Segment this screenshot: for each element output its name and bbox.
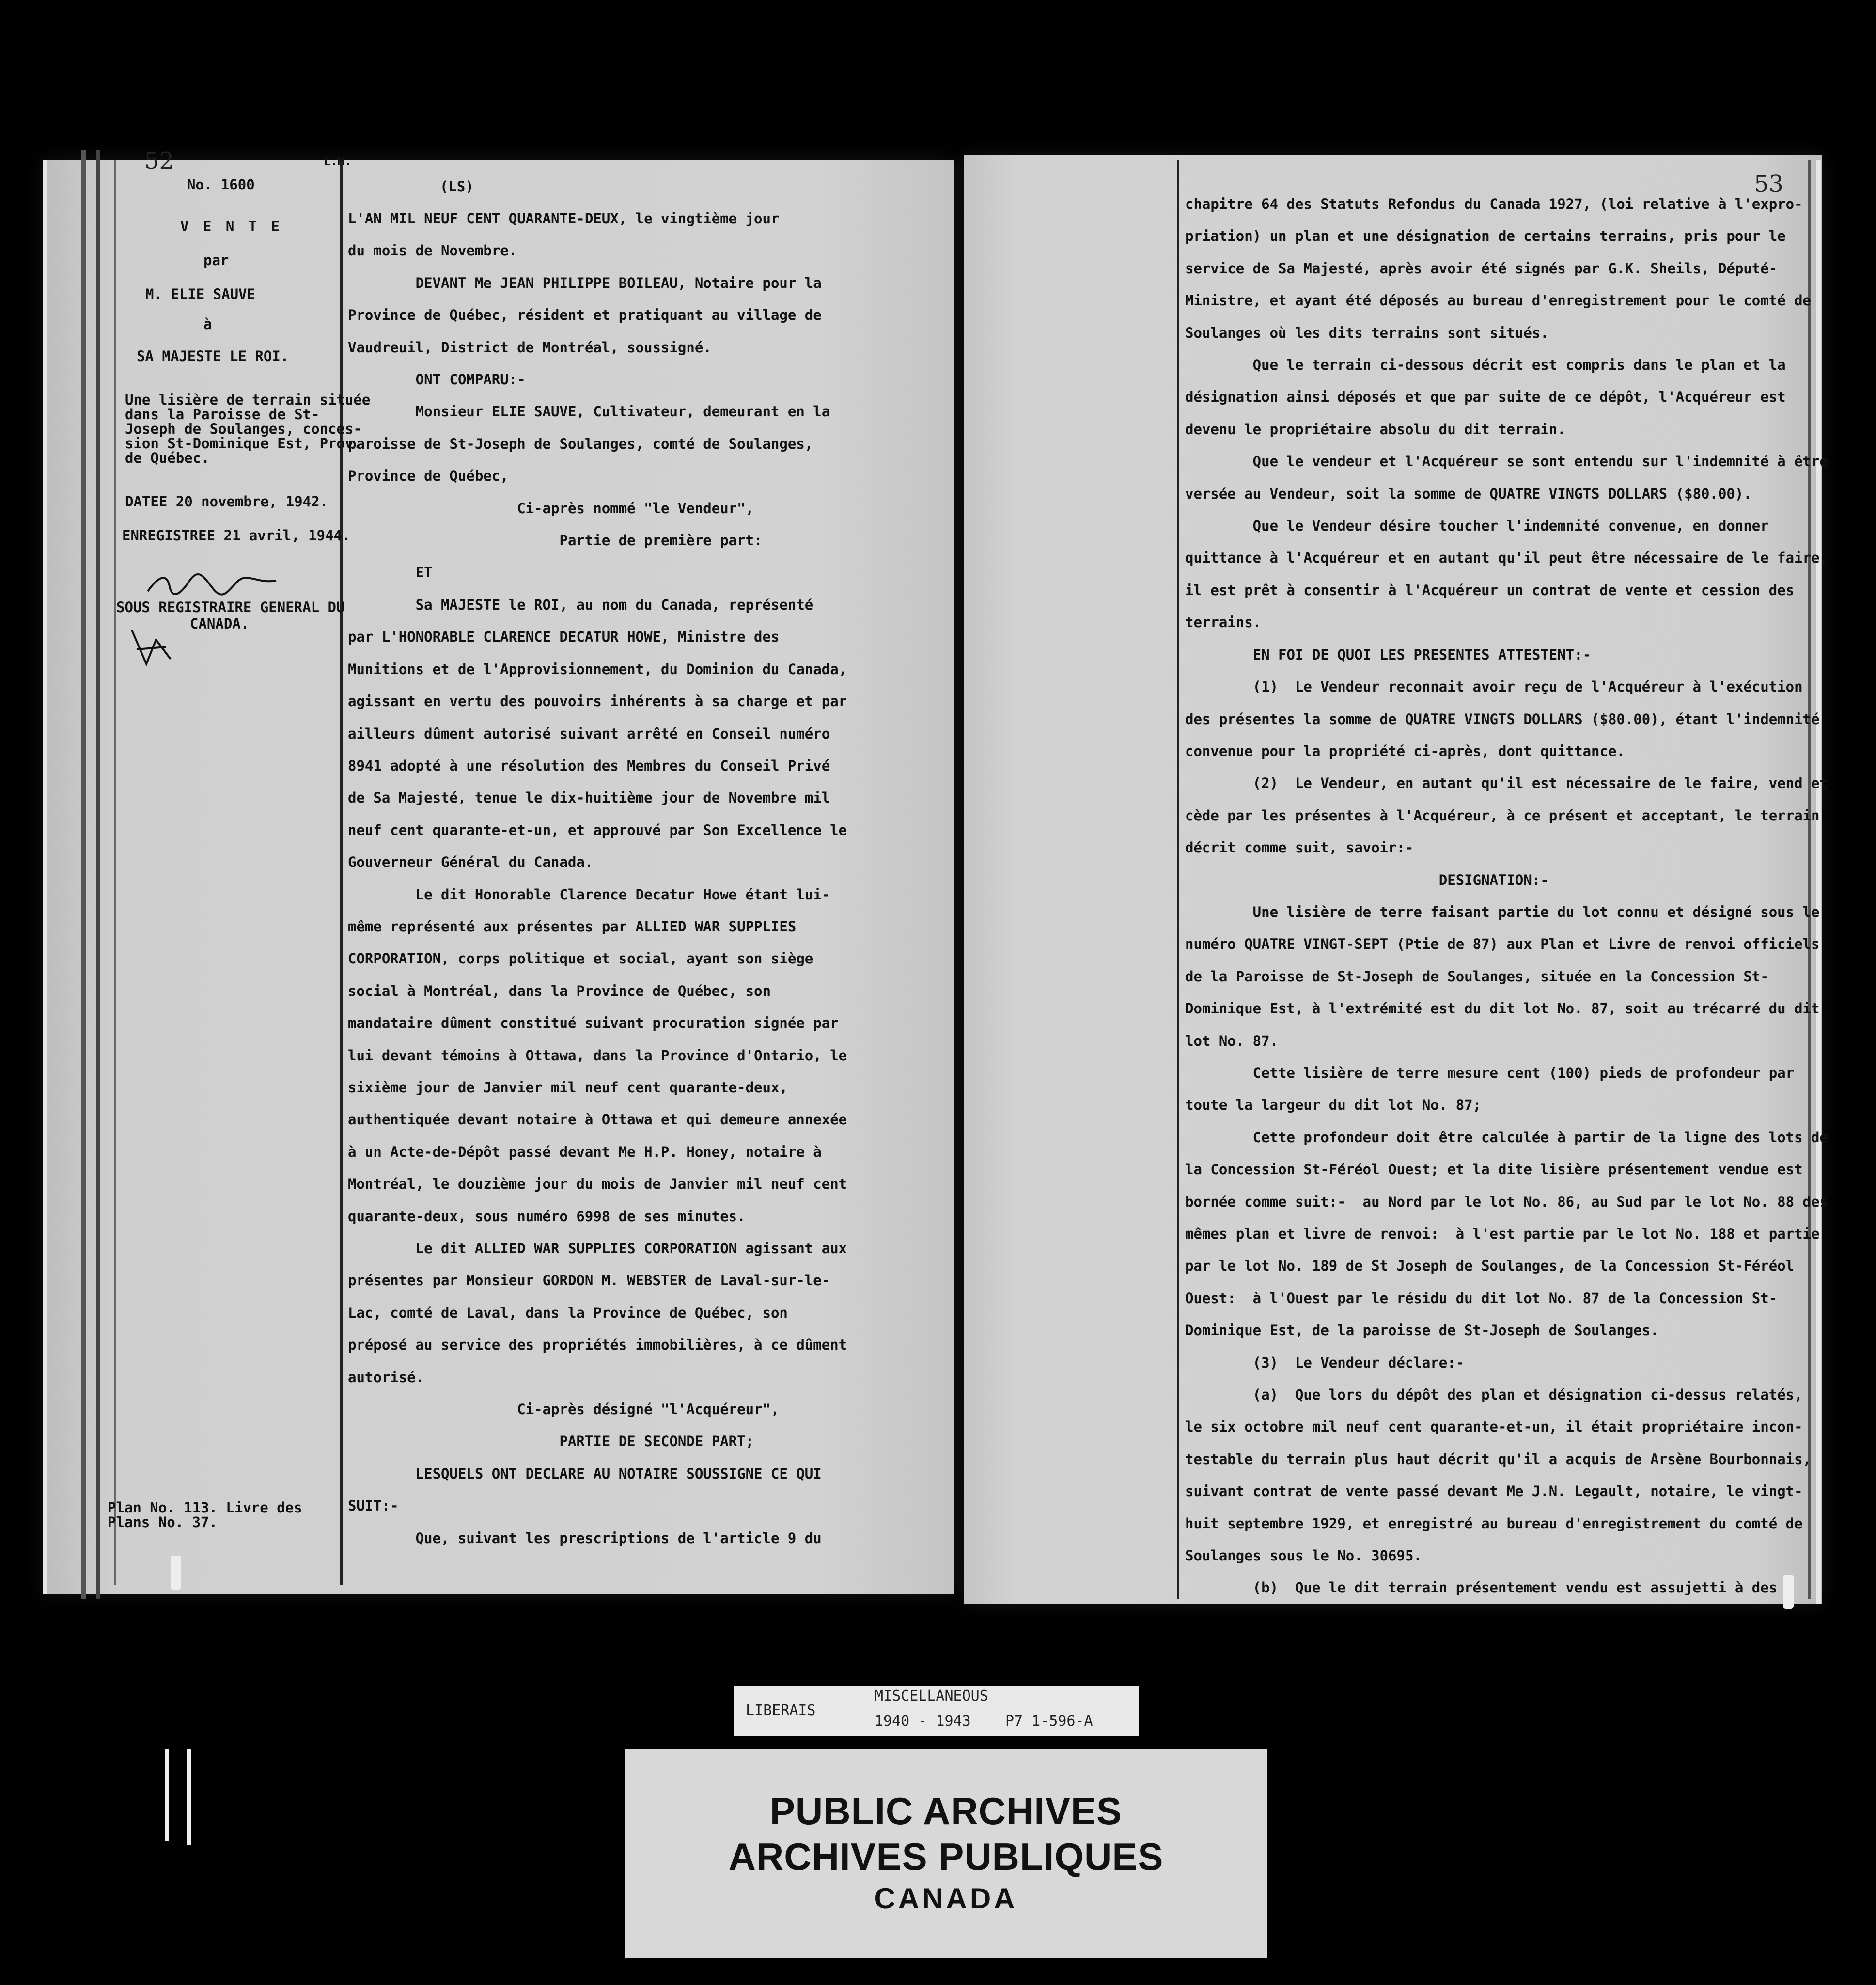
margin-rule [340, 160, 343, 1585]
text-line: numéro QUATRE VINGT-SEPT (Ptie de 87) aux Plan et Livre de renvoi officiels [1185, 936, 1820, 953]
text-line: LESQUELS ONT DECLARE AU NOTAIRE SOUSSIGNE CE QUI [348, 1465, 822, 1482]
plan-note: Plan No. 113. Livre des [108, 1499, 302, 1516]
text-line: neuf cent quarante-et-un, et approuvé par Son Excellence le [348, 821, 847, 838]
body-header: (LS) [440, 178, 474, 195]
margin-description-line: sion St-Dominique Est, Prov. [125, 435, 362, 452]
text-line: authentiquée devant notaire à Ottawa et qui demeure annexée [348, 1111, 847, 1128]
text-line: du mois de Novembre. [348, 242, 517, 259]
act-type: V E N T E [180, 218, 283, 235]
text-line: devenu le propriétaire absolu du dit terrain. [1185, 421, 1566, 438]
text-line: L'AN MIL NEUF CENT QUARANTE-DEUX, le vingtième jour [348, 210, 780, 227]
text-line: Ouest: à l'Ouest par le résidu du dit lot No. 87 de la Concession St- [1185, 1290, 1778, 1307]
text-line: bornée comme suit:- au Nord par le lot No. 86, au Sud par le lot No. 88 des [1185, 1193, 1828, 1210]
text-line: DESIGNATION:- [1185, 871, 1549, 888]
text-line: Une lisière de terre faisant partie du lot connu et désigné sous le [1185, 903, 1820, 920]
film-mark [165, 1749, 169, 1841]
text-line: à un Acte-de-Dépôt passé devant Me H.P. Honey, notaire à [348, 1143, 822, 1160]
text-line: (2) Le Vendeur, en autant qu'il est nécessaire de le faire, vend et [1185, 775, 1828, 792]
stamp-line-french: ARCHIVES PUBLIQUES [728, 1835, 1164, 1878]
text-line: Munitions et de l'Approvisionnement, du Dominion du Canada, [348, 661, 847, 677]
text-line: Le dit ALLIED WAR SUPPLIES CORPORATION agissant aux [348, 1240, 847, 1257]
label-years: 1940 - 1943 [875, 1713, 971, 1730]
right-body-text [1185, 188, 1828, 1604]
text-line: Monsieur ELIE SAUVE, Cultivateur, demeurant en la [348, 403, 830, 420]
stamp-line-english: PUBLIC ARCHIVES [769, 1790, 1123, 1832]
text-line: service de Sa Majesté, après avoir été signés par G.K. Sheils, Député- [1185, 260, 1778, 277]
initials-mark [127, 625, 175, 669]
text-line: cède par les présentes à l'Acquéreur, à ce présent et acceptant, le terrain [1185, 807, 1820, 824]
text-line: (1) Le Vendeur reconnait avoir reçu de l'Acquéreur à l'exécution [1185, 678, 1803, 695]
text-line: (a) Que lors du dépôt des plan et désignation ci-dessus relatés, [1185, 1386, 1803, 1403]
act-number: No. 1600 [187, 176, 255, 193]
text-line: Vaudreuil, District de Montréal, soussigné. [348, 339, 712, 356]
text-line: mandataire dûment constitué suivant procuration signée par [348, 1015, 839, 1032]
text-line: Province de Québec, [348, 468, 509, 485]
text-line: ONT COMPARU:- [348, 371, 526, 388]
text-line: des présentes la somme de QUATRE VINGTS DOLLARS ($80.00), étant l'indemnité [1185, 710, 1820, 727]
text-line: chapitre 64 des Statuts Refondus du Canada 1927, (loi relative à l'expro- [1185, 196, 1803, 212]
text-line: SUIT:- [348, 1497, 399, 1514]
archives-stamp [625, 1749, 1267, 1958]
text-line: Ci-après désigné "l'Acquéreur", [348, 1401, 780, 1418]
text-line: le six octobre mil neuf cent quarante-et-un, il était propriétaire incon- [1185, 1418, 1803, 1435]
text-line: Gouverneur Général du Canada. [348, 854, 594, 871]
text-line: terrains. [1185, 614, 1262, 631]
text-line: EN FOI DE QUOI LES PRESENTES ATTESTENT:- [1185, 646, 1592, 663]
text-line: PARTIE DE SECONDE PART; [348, 1433, 754, 1450]
text-line: quittance à l'Acquéreur et en autant qu'il peut être nécessaire de le faire, [1185, 550, 1828, 567]
text-line: lui devant témoins à Ottawa, dans la Province d'Ontario, le [348, 1047, 847, 1064]
text-line: Soulanges où les dits terrains sont situés. [1185, 324, 1549, 341]
text-line: de Sa Majesté, tenue le dix-huitième jour de Novembre mil [348, 789, 830, 806]
text-line: décrit comme suit, savoir:- [1185, 839, 1414, 856]
label-reference: P7 1-596-A [1005, 1713, 1093, 1730]
text-line: ailleurs dûment autorisé suivant arrêté en Conseil numéro [348, 725, 830, 742]
text-line: Partie de première part: [348, 532, 763, 549]
text-line: 8941 adopté à une résolution des Membres du Conseil Privé [348, 757, 830, 774]
text-line: il est prêt à consentir à l'Acquéreur un contrat de vente et cession des [1185, 582, 1795, 599]
text-line: ET [348, 564, 433, 581]
text-line: versée au Vendeur, soit la somme de QUATRE VINGTS DOLLARS ($80.00). [1185, 485, 1752, 502]
text-line: désignation ainsi déposés et que par suite de ce dépôt, l'Acquéreur est [1185, 389, 1786, 406]
text-line: convenue pour la propriété ci-après, dont quittance. [1185, 742, 1625, 759]
stamp-line-country: CANADA [874, 1882, 1018, 1915]
text-line: suivant contrat de vente passé devant Me J.N. Legault, notaire, le vingt- [1185, 1483, 1803, 1500]
text-line: Que, suivant les prescriptions de l'article 9 du [348, 1529, 822, 1546]
text-line: Cette lisière de terre mesure cent (100) pieds de profondeur par [1185, 1064, 1795, 1081]
margin-rule [1177, 160, 1179, 1599]
margin-description-line: de Québec. [125, 450, 210, 466]
text-line: testable du terrain plus haut décrit qu'il a acquis de Arsène Bourbonnais, [1185, 1450, 1812, 1467]
text-line: Province de Québec, résident et pratiquant au village de [348, 307, 822, 324]
text-line: paroisse de St-Joseph de Soulanges, comté de Soulanges, [348, 435, 813, 452]
margin-par: par [203, 252, 229, 268]
text-line: (b) Que le dit terrain présentement vendu est assujetti à des [1185, 1579, 1778, 1596]
page-number: 52 [144, 147, 174, 174]
party-buyer: SA MAJESTE LE ROI. [137, 348, 289, 364]
registrar-title: CANADA. [190, 615, 250, 632]
binding-clip [1783, 1575, 1794, 1609]
header-mark: L.M. [324, 155, 352, 168]
text-line: priation) un plan et une désignation de certains terrains, pris pour le [1185, 228, 1786, 245]
text-line: de la Paroisse de St-Joseph de Soulanges, située en la Concession St- [1185, 968, 1769, 985]
text-line: toute la largeur du dit lot No. 87; [1185, 1097, 1482, 1114]
text-line: DEVANT Me JEAN PHILIPPE BOILEAU, Notaire pour la [348, 274, 822, 291]
text-line: quarante-deux, sous numéro 6998 de ses minutes. [348, 1208, 746, 1225]
text-line: préposé au service des propriétés immobilières, à ce dûment [348, 1337, 847, 1354]
text-line: Lac, comté de Laval, dans la Province de Québec, son [348, 1304, 788, 1321]
text-line: la Concession St-Féréol Ouest; et la dite lisière présentement vendue est [1185, 1161, 1803, 1178]
text-line: CORPORATION, corps politique et social, ayant son siège [348, 950, 813, 967]
margin-description-line: Joseph de Soulanges, conces- [125, 421, 362, 437]
dated-line: DATEE 20 novembre, 1942. [125, 493, 328, 510]
text-line: Dominique Est, à l'extrémité est du dit lot No. 87, soit au trécarré du dit [1185, 1000, 1820, 1017]
text-line: huit septembre 1929, et enregistré au bureau d'enregistrement du comté de [1185, 1515, 1803, 1532]
text-line: autorisé. [348, 1369, 424, 1386]
registrar-signature [145, 572, 281, 601]
binding-clip [171, 1556, 181, 1590]
text-line: Que le Vendeur désire toucher l'indemnité convenue, en donner [1185, 518, 1769, 535]
text-line: Que le vendeur et l'Acquéreur se sont entendu sur l'indemnité à être [1185, 453, 1828, 470]
page-number: 53 [1754, 171, 1784, 198]
left-body-text [348, 203, 847, 1554]
text-line: lot No. 87. [1185, 1032, 1279, 1049]
text-line: Sa MAJESTE le ROI, au nom du Canada, représenté [348, 596, 813, 613]
margin-description-line: Une lisière de terrain située [125, 392, 371, 408]
text-line: par le lot No. 189 de St Joseph de Soulanges, de la Concession St-Féréol [1185, 1258, 1795, 1275]
text-line: présentes par Monsieur GORDON M. WEBSTER de Laval-sur-le- [348, 1272, 830, 1289]
binding-rule [81, 150, 86, 1599]
text-line: sixième jour de Janvier mil neuf cent quarante-deux, [348, 1079, 788, 1096]
margin-rule [114, 160, 116, 1585]
text-line: par L'HONORABLE CLARENCE DECATUR HOWE, Ministre des [348, 629, 780, 646]
text-line: Montréal, le douzième jour du mois de Janvier mil neuf cent [348, 1176, 847, 1193]
registered-line: ENREGISTREE 21 avril, 1944. [122, 527, 351, 544]
archive-label [734, 1686, 1139, 1736]
film-mark [187, 1749, 191, 1845]
text-line: social à Montréal, dans la Province de Québec, son [348, 982, 771, 999]
text-line: agissant en vertu des pouvoirs inhérents à sa charge et par [348, 693, 847, 710]
plan-note: Plans No. 37. [108, 1514, 218, 1530]
party-seller: M. ELIE SAUVE [145, 286, 255, 302]
margin-a: à [203, 316, 212, 332]
margin-description-line: dans la Paroisse de St- [125, 406, 320, 423]
registrar-title: SOUS REGISTRAIRE GENERAL DU [116, 599, 345, 615]
text-line: Cette profondeur doit être calculée à partir de la ligne des lots de [1185, 1129, 1828, 1146]
text-line: mêmes plan et livre de renvoi: à l'est partie par le lot No. 188 et partie [1185, 1226, 1820, 1242]
text-line: Ci-après nommé "le Vendeur", [348, 500, 754, 517]
text-line: Dominique Est, de la paroisse de St-Joseph de Soulanges. [1185, 1322, 1659, 1339]
text-line: Ministre, et ayant été déposés au bureau d'enregistrement pour le comté de [1185, 292, 1812, 309]
binding-rule [96, 150, 100, 1599]
text-line: Le dit Honorable Clarence Decatur Howe étant lui- [348, 886, 830, 903]
page-edge [43, 160, 47, 1594]
text-line: (3) Le Vendeur déclare:- [1185, 1354, 1465, 1371]
label-name: LIBERAIS [746, 1702, 816, 1719]
label-category: MISCELLANEOUS [875, 1687, 988, 1704]
text-line: même représenté aux présentes par ALLIED WAR SUPPLIES [348, 918, 797, 935]
text-line: Soulanges sous le No. 30695. [1185, 1547, 1422, 1564]
text-line: Que le terrain ci-dessous décrit est compris dans le plan et la [1185, 357, 1786, 374]
